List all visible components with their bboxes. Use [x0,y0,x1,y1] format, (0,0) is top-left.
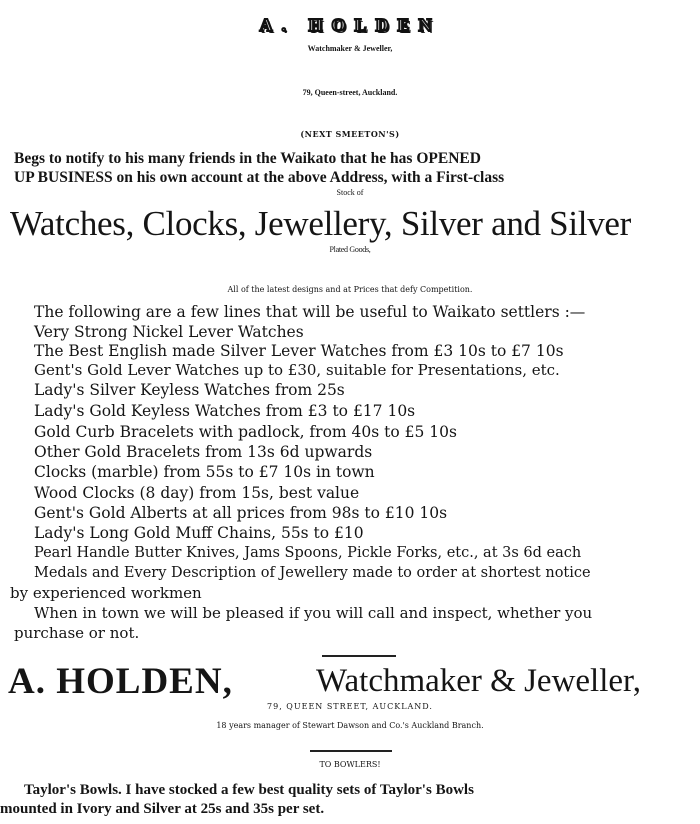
item-8: Clocks (marble) from 55s to £7 10s in town [34,463,375,481]
details-line-1: All of the latest designs and at Prices that defy Competition. [227,285,473,294]
intro-line-3: Stock of [336,188,364,197]
item-3: Gent's Gold Lever Watches up to £30, suitable for Presentations, etc. [34,361,560,379]
header-title: Watchmaker & Jeweller, [307,44,393,53]
footer-manager: 18 years manager of Stewart Dawson and Co.'s Auckland Branch. [216,721,484,730]
intro-line-2: UP BUSINESS on his own account at the above Address, with a First-class [14,169,505,186]
invite-line-2: purchase or not. [14,624,140,642]
invite-line-1: When in town we will be pleased if you will call and inspect, whether you [34,604,593,622]
footer-address: 79, QUEEN STREET, AUCKLAND. [267,702,433,711]
item-4: Lady's Silver Keyless Watches from 25s [34,381,345,399]
item-10: Gent's Gold Alberts at all prices from 98s to £10 10s [34,504,448,522]
header-address: 79, Queen-street, Auckland. [302,88,398,97]
separator-rule-2 [310,750,392,752]
item-1: Very Strong Nickel Lever Watches [34,323,304,341]
item-5: Lady's Gold Keyless Watches from £3 to £17 10s [34,402,416,420]
item-7: Other Gold Bracelets from 13s 6d upwards [34,443,373,461]
footer-name: A. HOLDEN, [8,661,233,702]
goods-line-1: Watches, Clocks, Jewellery, Silver and Silver [10,204,631,243]
medals-line-1: Medals and Every Description of Jewellery made to order at shortest notice [34,565,591,581]
goods-line-2: Plated Goods, [329,245,371,254]
item-2: The Best English made Silver Lever Watches from £3 10s to £7 10s [34,342,564,360]
bowlers-heading: TO BOWLERS! [319,760,381,769]
item-9: Wood Clocks (8 day) from 15s, best value [34,484,360,502]
footer-title: Watchmaker & Jeweller, [316,663,641,699]
header-note: (NEXT SMEETON'S) [300,129,400,139]
banner-name: A. HOLDEN [259,15,441,35]
item-12: Pearl Handle Butter Knives, Jams Spoons, Pickle Forks, etc., at 3s 6d each [34,545,582,561]
separator-rule-1 [322,655,396,657]
bowlers-line-2: mounted in Ivory and Silver at 25s and 35s per set. [0,801,325,817]
medals-line-2: by experienced workmen [10,584,202,602]
details-line-2: The following are a few lines that will be useful to Waikato settlers :— [34,303,586,321]
bowlers-line-1: Taylor's Bowls. I have stocked a few best quality sets of Taylor's Bowls [24,782,474,798]
intro-line-1: Begs to notify to his many friends in the Waikato that he has OPENED [14,150,481,167]
item-6: Gold Curb Bracelets with padlock, from 40s to £5 10s [34,423,457,441]
item-11: Lady's Long Gold Muff Chains, 55s to £10 [34,524,364,542]
